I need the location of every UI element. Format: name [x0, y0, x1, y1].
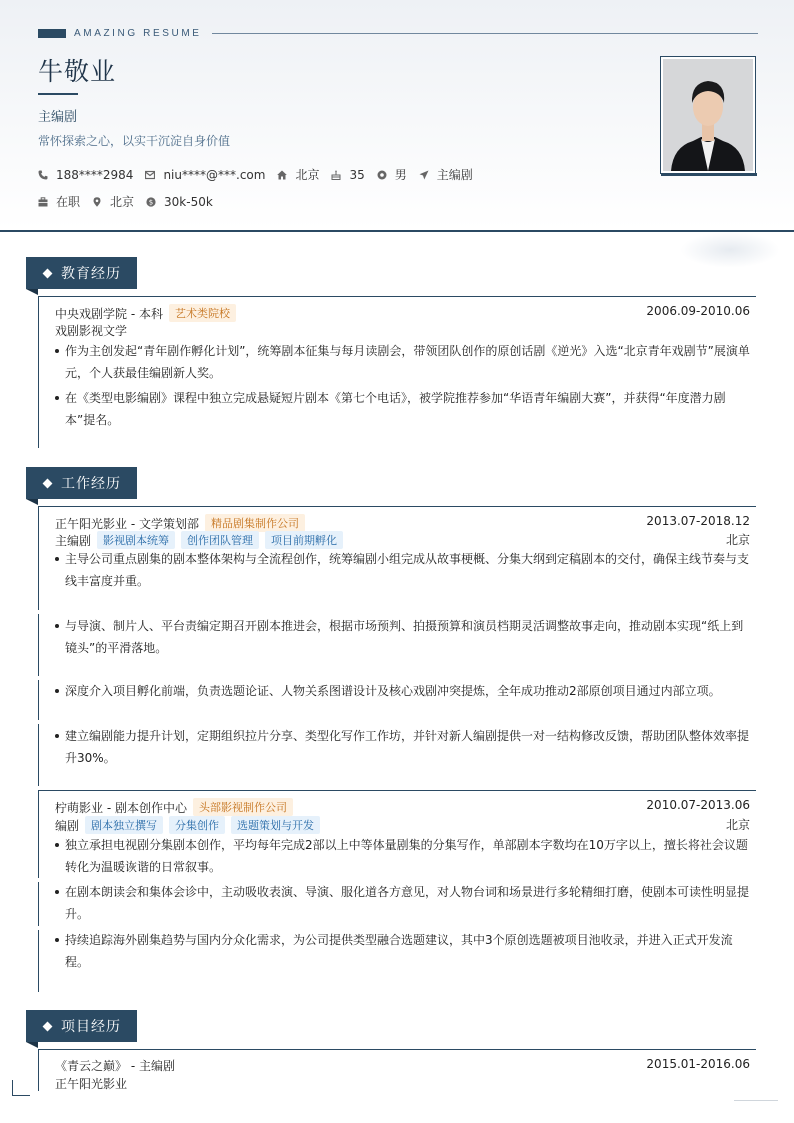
diamond-icon — [43, 268, 53, 278]
gender-item — [377, 166, 407, 183]
phone-icon — [38, 170, 48, 180]
position-text: 主编剧 — [436, 168, 473, 182]
page-corner-line — [734, 1100, 778, 1101]
header-glow — [680, 232, 780, 268]
phone-item — [38, 168, 133, 182]
age-text: 35 — [349, 167, 365, 182]
skill-tag: 创作团队管理 — [181, 531, 259, 549]
location-text: 北京 — [110, 195, 135, 209]
project-title-text: 项目经历 — [61, 1019, 121, 1035]
contact-row-2 — [38, 193, 225, 210]
person-avatar-icon — [663, 59, 753, 171]
status-item — [38, 193, 80, 210]
school-name: 中央戏剧学院 - 本科 — [55, 306, 163, 321]
gender-text: 男 — [394, 168, 407, 182]
email-item — [145, 168, 265, 182]
contact-row-1 — [38, 166, 485, 183]
skill-tag: 影视剧本统筹 — [97, 531, 175, 549]
position-item — [419, 166, 473, 183]
name-underline — [38, 93, 78, 95]
project-timeline — [38, 1049, 39, 1091]
brand-accent — [38, 29, 66, 38]
gender-icon — [377, 170, 387, 180]
work-role: 编剧 — [55, 818, 80, 833]
work-divider — [38, 506, 756, 507]
work-entry-head — [55, 798, 750, 816]
skill-tag: 分集创作 — [169, 816, 225, 834]
work-date: 2013.07-2018.12 — [646, 514, 750, 528]
project-date: 2015.01-2016.06 — [646, 1057, 750, 1071]
project-company: 正午阳光影业 — [55, 1077, 128, 1091]
education-date: 2006.09-2010.06 — [646, 304, 750, 318]
status-text: 在职 — [56, 195, 81, 209]
education-major-row — [55, 322, 750, 339]
diamond-icon — [43, 1021, 53, 1031]
work-city: 北京 — [725, 533, 750, 547]
candidate-slogan: 常怀探索之心，以实干沉淀自身价值 — [38, 134, 231, 148]
mail-icon — [145, 170, 155, 180]
work-entry-divider — [38, 790, 756, 791]
candidate-title: 主编剧 — [38, 110, 78, 125]
education-bullet: 在《类型电影编剧》课程中独立完成悬疑短片剧本《第七个电话》，被学院推荐参加“华语青年编剧大赛”，并获得“年度潜力剧本”提名。 — [55, 387, 750, 431]
cake-icon — [331, 170, 341, 180]
work-bullet: 独立承担电视剧分集剧本创作，平均每年完成2部以上中等体量剧集的分集写作，单部剧本字数均在10万字以上，擅长将社会议题转化为温暖诙谐的日常叙事。 — [55, 834, 750, 878]
school-tag: 艺术类院校 — [169, 304, 236, 322]
svg-text:$: $ — [148, 198, 154, 207]
salary-text: 30k-50k — [164, 194, 213, 209]
education-divider — [38, 296, 756, 297]
work-bullet: 与导演、制片人、平台责编定期召开剧本推进会，根据市场预判、拍摄预算和演员档期灵活调整故事走向，推动剧本实现“纸上到镜头”的平滑落地。 — [55, 615, 750, 659]
send-icon — [419, 170, 429, 180]
work-entry-head — [55, 514, 750, 532]
project-divider — [38, 1049, 756, 1050]
company-name: 正午阳光影业 - 文学策划部 — [55, 516, 199, 531]
work-bullet: 建立编剧能力提升计划，定期组织拉片分享、类型化写作工作坊，并针对新人编剧提供一对一结构修改反馈，帮助团队整体效率提升30%。 — [55, 725, 750, 769]
hometown-item — [277, 166, 319, 183]
work-timeline — [38, 882, 39, 926]
work-title-text: 工作经历 — [61, 476, 121, 492]
project-entry-head — [55, 1057, 750, 1074]
education-major: 戏剧影视文学 — [55, 324, 128, 338]
candidate-name: 牛敬业 — [38, 57, 117, 86]
work-section-title — [26, 467, 137, 499]
work-timeline — [38, 614, 39, 676]
company-tag: 精品剧集制作公司 — [205, 514, 305, 532]
phone-text: 188****2984 — [56, 167, 134, 182]
hometown-text: 北京 — [295, 168, 320, 182]
brand-bar — [38, 28, 758, 39]
work-timeline — [38, 930, 39, 992]
work-timeline — [38, 506, 39, 610]
work-role-row — [55, 531, 750, 549]
education-section-title — [26, 257, 137, 289]
company-name: 柠萌影业 - 剧本创作中心 — [55, 800, 187, 815]
education-timeline — [38, 296, 39, 448]
brand-line — [212, 33, 758, 34]
work-bullet: 深度介入项目孵化前端，负责选题论证、人物关系图谱设计及核心戏剧冲突提炼，全年成功推动2部原创项目通过内部立项。 — [55, 680, 750, 702]
page-corner-mark — [12, 1080, 30, 1096]
education-bullet: 作为主创发起“青年剧作孵化计划”，统筹剧本征集与每月读剧会，带领团队创作的原创话剧《逆光》入选“北京青年戏剧节”展演单元，个人获最佳编剧新人奖。 — [55, 340, 750, 384]
diamond-icon — [43, 478, 53, 488]
education-title-text: 教育经历 — [61, 266, 121, 282]
work-date: 2010.07-2013.06 — [646, 798, 750, 812]
work-timeline — [38, 680, 39, 720]
location-icon — [92, 197, 102, 207]
project-name: 《青云之巅》 - 主编剧 — [55, 1059, 175, 1073]
email-text: niu****@***.com — [163, 167, 266, 182]
work-bullet: 在剧本朗读会和集体会诊中，主动吸收表演、导演、服化道各方意见，对人物台词和场景进行多轮精细打磨，使剧本可读性明显提升。 — [55, 881, 750, 925]
photo-frame — [663, 59, 753, 171]
money-icon — [146, 197, 156, 207]
work-role-row — [55, 816, 750, 834]
salary-item — [146, 195, 213, 209]
project-section-title — [26, 1010, 137, 1042]
age-item — [331, 168, 364, 182]
work-city: 北京 — [725, 818, 750, 832]
skill-tag: 选题策划与开发 — [231, 816, 320, 834]
work-bullet: 主导公司重点剧集的剧本整体架构与全流程创作，统筹编剧小组完成从故事梗概、分集大纲到定稿剧本的交付，确保主线节奏与支线丰富度并重。 — [55, 548, 750, 592]
work-bullet: 持续追踪海外剧集趋势与国内分众化需求，为公司提供类型融合选题建议，其中3个原创选题被项目池收录，并进入正式开发流程。 — [55, 929, 750, 973]
briefcase-icon — [38, 197, 48, 207]
location-item — [92, 193, 134, 210]
project-company-row — [55, 1075, 750, 1092]
home-icon — [277, 170, 287, 180]
skill-tag: 剧本独立撰写 — [85, 816, 163, 834]
photo-bottom-bar — [661, 173, 757, 176]
work-role: 主编剧 — [55, 533, 92, 548]
work-timeline — [38, 724, 39, 786]
brand-text: AMAZING RESUME — [74, 28, 202, 39]
skill-tag: 项目前期孵化 — [265, 531, 343, 549]
company-tag: 头部影视制作公司 — [193, 798, 293, 816]
work-timeline — [38, 790, 39, 878]
education-entry-head — [55, 304, 750, 322]
profile-photo — [660, 56, 756, 174]
